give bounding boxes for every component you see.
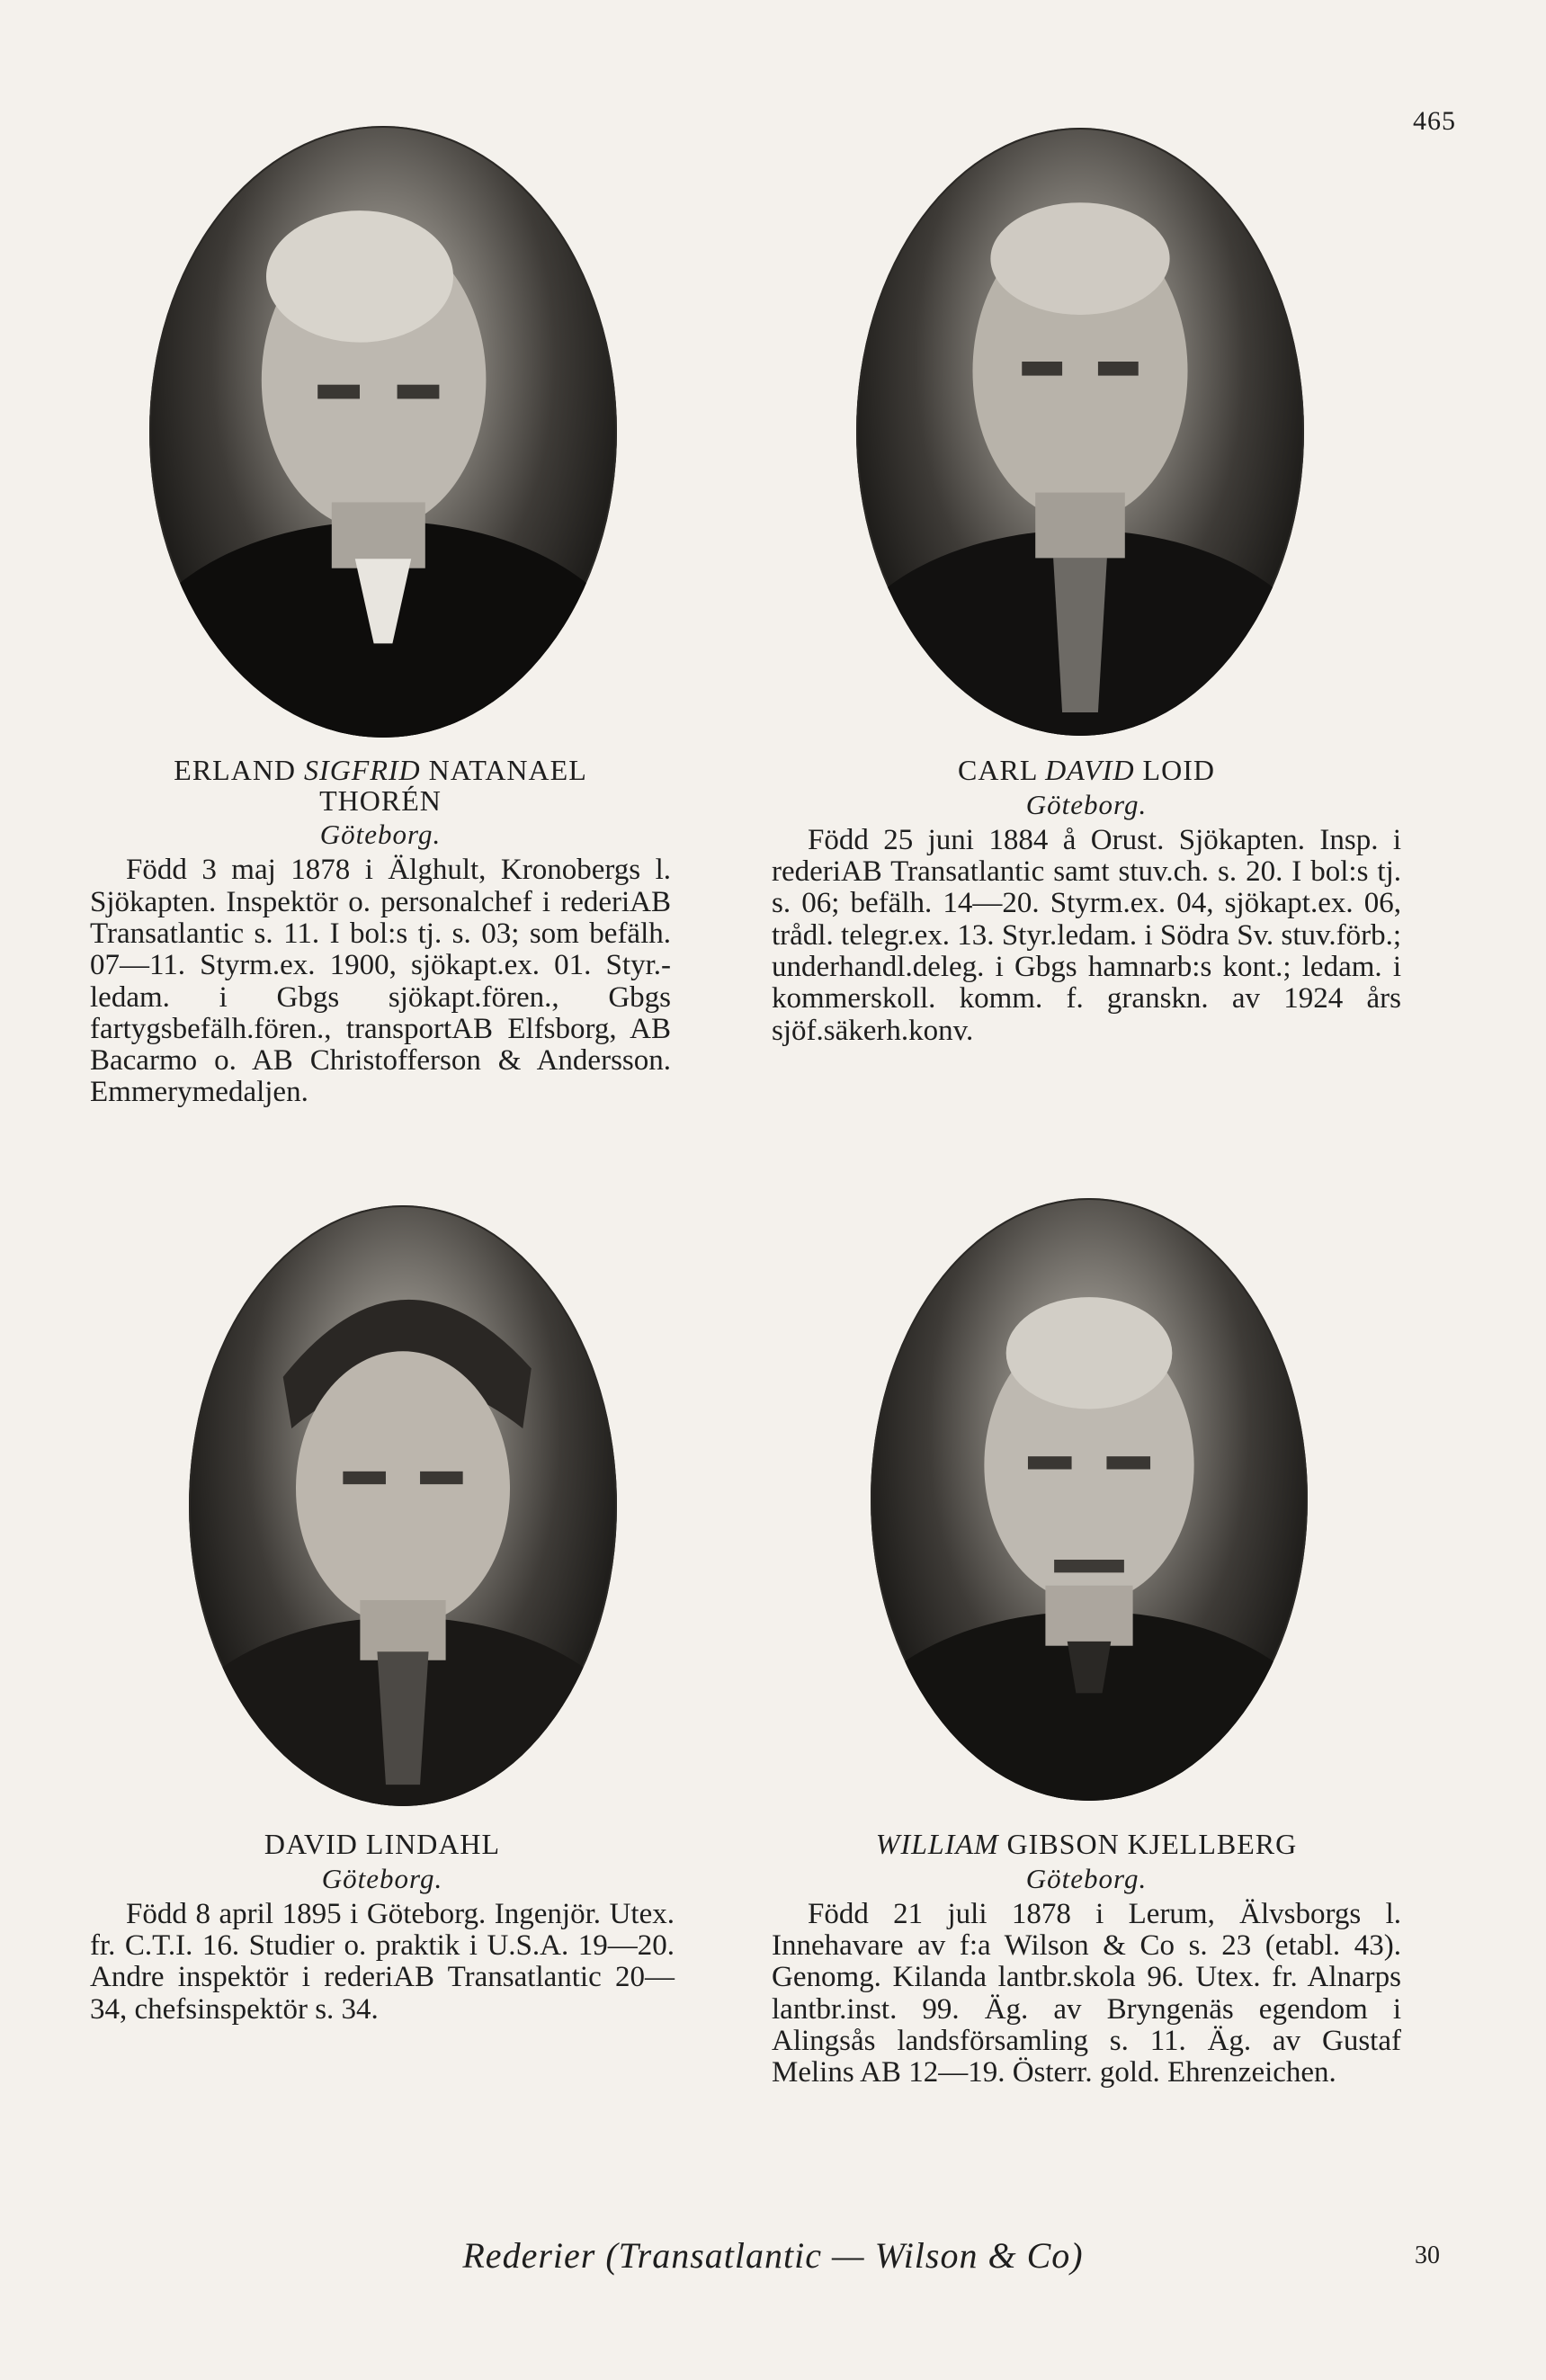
person-biography xyxy=(772,1899,1401,2089)
page-number: 465 xyxy=(1413,106,1456,136)
biography-text: Född 3 maj 1878 i Älghult, Kronobergs l. Sjökapten. Inspektör o. personalchef i rederiAB Transatlantic s. 11. I bol:s tj. s. 03; som befälh. 07—11. Styrm.ex. 1900, sjökapt.ex. 01. Styr.-ledam. i Gbgs sjökapt.fören., Gbgs fartygsbefälh.fören., transportAB Elfsborg, AB Bacarmo o. AB Christofferson & Andersson. Emmerymedaljen. xyxy=(90,854,671,1109)
person-city: Göteborg. xyxy=(321,1862,443,1894)
biography-entry-lindahl xyxy=(90,1830,675,2026)
biography-text: Född 8 april 1895 i Göteborg. Ingenjör. Utex. fr. C.T.I. 16. Studier o. praktik i U.S.A. 19—20. Andre inspektör i rederiAB Transatlantic 20—34, chefsinspektör s. 34. xyxy=(90,1897,675,2026)
person-city: Göteborg. xyxy=(319,819,442,851)
name-part: NATANAEL xyxy=(420,754,587,786)
biography-text: Född 21 juli 1878 i Lerum, Älvsborgs l. Innehavare av f:a Wilson & Co s. 23 (etabl. 43). Genomg. Kilanda lantbr.skola 96. Utex. fr. Alnarps lantbr.inst. 99. Äg. av Bryngenäs egendom i Alingsås landsförsamling s. 11. Äg. av Gustaf Melins AB 12—19. Österr. gold. Ehrenzeichen. xyxy=(772,1897,1401,2089)
name-part: ERLAND xyxy=(174,754,305,786)
person-biography xyxy=(90,1899,675,2026)
name-italic: SIGFRID xyxy=(304,754,421,786)
person-name xyxy=(90,1830,675,1860)
portrait-photo-loid xyxy=(856,128,1304,736)
name-part: DAVID LINDAHL xyxy=(264,1828,501,1860)
person-name xyxy=(772,1830,1401,1860)
biography-text: Född 25 juni 1884 å Orust. Sjökapten. Insp. i rederiAB Transatlantic samt stuv.ch. s. 20. I bol:s tj. s. 06; befälh. 14—20. Styrm.ex. 04, sjökapt.ex. 06, trådl. telegr.ex. 13. Styr.ledam. i Södra Sv. stuv.förb.; underhandl.deleg. i Gbgs hamnarb:s kont.; ledam. i kommerskoll. komm. f. granskn. av 1924 års sjöf.säkerh.konv. xyxy=(772,823,1401,1047)
biography-entry-kjellberg xyxy=(772,1830,1401,2089)
name-part: CARL xyxy=(958,754,1046,786)
person-name xyxy=(772,756,1401,786)
biography-entry-loid xyxy=(772,756,1401,1047)
name-part: LOID xyxy=(1134,754,1215,786)
portrait-photo-kjellberg xyxy=(871,1198,1308,1801)
name-italic: DAVID xyxy=(1045,754,1135,786)
page-footer-title: Rederier (Transatlantic — Wilson & Co) xyxy=(462,2235,1084,2276)
person-biography xyxy=(90,854,671,1108)
person-city: Göteborg. xyxy=(1025,1862,1148,1894)
footer-page-ref: 30 xyxy=(1415,2241,1440,2269)
person-name xyxy=(90,756,671,816)
portrait-photo-thoren xyxy=(149,126,617,738)
name-line2: THORÉN xyxy=(319,783,442,817)
name-italic: WILLIAM xyxy=(875,1828,999,1860)
name-part: GIBSON KJELLBERG xyxy=(998,1828,1298,1860)
biography-entry-thoren xyxy=(90,756,671,1109)
person-city: Göteborg. xyxy=(1025,788,1148,820)
person-biography xyxy=(772,825,1401,1047)
portrait-photo-lindahl xyxy=(189,1205,617,1806)
